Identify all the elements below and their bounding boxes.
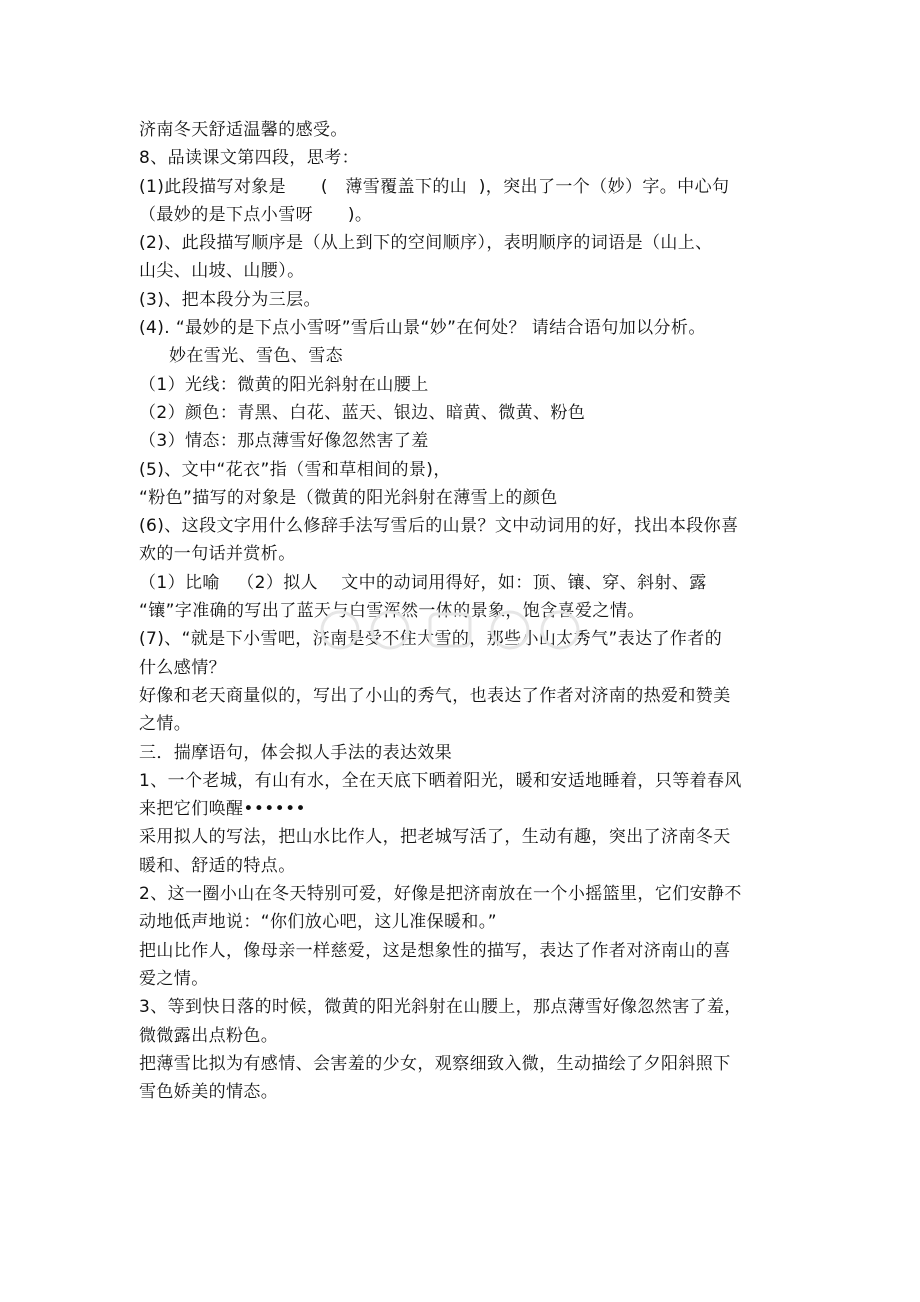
text-line: 什么感情？ <box>139 657 226 678</box>
text-line: （1）比喻 （2）拟人 文中的动词用得好，如：顶、镶、穿、斜射、露 <box>139 572 707 593</box>
text-line: (7)、“就是下小雪吧，济南是受不住大雪的，那些小山太秀气”表达了作者的 <box>139 629 723 650</box>
text-line: 采用拟人的写法，把山水比作人，把老城写活了，生动有趣，突出了济南冬天 <box>139 827 731 848</box>
text-line: 山尖、山坡、山腰）。 <box>139 261 305 282</box>
text-line: (2)、此段描写顺序是（从上到下的空间顺序），表明顺序的词语是（山上、 <box>139 233 713 254</box>
text-line: 好像和老天商量似的，写出了小山的秀气，也表达了作者对济南的热爱和赞美 <box>139 685 731 706</box>
text-line: 雪色娇美的情态。 <box>139 1082 279 1103</box>
text-line: （最妙的是下点小雪呀 )。 <box>139 204 373 225</box>
text-line: 把薄雪比拟为有感情、会害羞的少女，观察细致入微，生动描绘了夕阳斜照下 <box>139 1053 731 1074</box>
text-line: (1)此段描写对象是 ( 薄雪覆盖下的山 )，突出了一个（妙）字。中心句 <box>139 176 730 197</box>
text-line: 三．揣摩语句，体会拟人手法的表达效果 <box>139 742 453 763</box>
text-line: 暖和、舒适的特点。 <box>139 855 296 876</box>
text-line: 把山比作人，像母亲一样慈爱，这是想象性的描写，表达了作者对济南山的喜 <box>139 940 731 961</box>
text-line: 微微露出点粉色。 <box>139 1025 279 1046</box>
text-line: （1）光线：微黄的阳光斜射在山腰上 <box>139 374 429 395</box>
text-line: (4). “最妙的是下点小雪呀”雪后山景“妙”在何处？ 请结合语句加以分析。 <box>139 318 706 339</box>
text-line: 来把它们唤醒•••••• <box>139 799 306 820</box>
text-line: （2）颜色：青黑、白花、蓝天、银边、暗黄、微黄、粉色 <box>139 402 586 423</box>
text-line: 爱之情。 <box>139 968 209 989</box>
text-line: 济南冬天舒适温馨的感受。 <box>139 120 348 140</box>
text-line: (5)、文中“花衣”指（雪和草相间的景)， <box>139 459 451 480</box>
text-line: 8、品读课文第四段，思考： <box>139 148 360 169</box>
text-line: (6)、这段文字用什么修辞手法写雪后的山景？文中动词用的好，找出本段你喜 <box>139 516 739 537</box>
text-line: “镶”字准确的写出了蓝天与白雪浑然一体的景象，饱含喜爱之情。 <box>139 601 645 622</box>
text-line: （3）情态：那点薄雪好像忽然害了羞 <box>139 431 429 452</box>
text-line: 动地低声地说：“你们放心吧，这儿准保暖和。” <box>139 912 497 933</box>
text-line: 3、等到快日落的时候，微黄的阳光斜射在山腰上，那点薄雪好像忽然害了羞， <box>139 997 742 1018</box>
text-line: 妙在雪光、雪色、雪态 <box>169 346 343 367</box>
text-line: (3)、把本段分为三层。 <box>139 289 321 310</box>
text-line: 欢的一句话并赏析。 <box>139 544 296 565</box>
document-body <box>139 116 789 1106</box>
text-line: 2、这一圈小山在冬天特别可爱，好像是把济南放在一个小摇篮里，它们安静不 <box>139 884 742 905</box>
text-line: 之情。 <box>139 714 192 735</box>
text-line: “粉色”描写的对象是（微黄的阳光斜射在薄雪上的颜色 <box>139 487 558 508</box>
text-line: 1、一个老城，有山有水，全在天底下晒着阳光，暖和安适地睡着，只等着春风 <box>139 770 742 791</box>
